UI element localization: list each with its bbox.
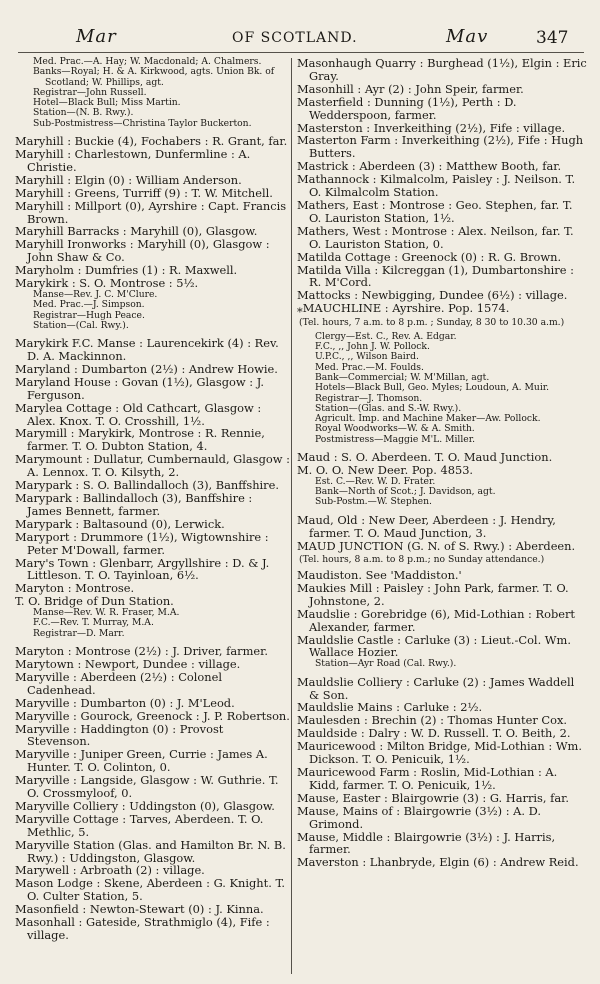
header-rule — [18, 52, 584, 53]
gazetteer-entry: Masonhall : Gateside, Strathmiglo (4), Fife : village. — [15, 915, 270, 942]
gazetteer-entry: Marywell : Arbroath (2) : village. — [15, 863, 205, 878]
sub-entry: F.C.—Rev. T. Murray, M.A. — [33, 617, 154, 629]
header-title: OF SCOTLAND. — [232, 30, 358, 46]
sub-entry: Sub-Postmistress—Christina Taylor Buckerton. — [33, 117, 252, 129]
gazetteer-entry: Mauldslie Mains : Carluke : 2½. — [297, 700, 483, 715]
gazetteer-entry: Maryville Colliery : Uddingston (0), Glasgow. — [15, 798, 275, 813]
gazetteer-entry: Maud : S. O. Aberdeen. T. O. Maud Junction. — [297, 449, 553, 464]
gazetteer-entry: Mathers, East : Montrose : Geo. Stephen, far. T. O. Lauriston Station, 1½. — [297, 197, 573, 225]
gazetteer-entry: Marymount : Dullatur, Cumbernauld, Glasgow : A. Lennox. T. O. Kilsyth, 2. — [15, 452, 290, 480]
sub-entry: U.P.C., ,, Wilson Baird. — [315, 351, 419, 363]
sub-entry: Med. Prac.—J. Simpson. — [33, 299, 145, 311]
gazetteer-entry: Maryville Station (Glas. and Hamilton Br. N. B. Rwy.) : Uddingston, Glasgow. — [15, 837, 286, 865]
sub-entry: Station—(N. B. Rwy.). — [33, 107, 134, 119]
gazetteer-entry: Maryland : Dumbarton (2½) : Andrew Howie. — [15, 361, 278, 376]
gazetteer-entry: Maryhill Barracks : Maryhill (0), Glasgow. — [15, 224, 258, 239]
gazetteer-entry: Maryhill : Elgin (0) : William Anderson. — [15, 172, 242, 187]
sub-entry: Bank—Commercial; W. M'Millan, agt. — [315, 371, 490, 383]
gazetteer-entry: Marylea Cottage : Old Cathcart, Glasgow : Alex. Knox. T. O. Crosshill, 1½. — [15, 400, 262, 428]
sub-entry: Agricult. Imp. and Machine Maker—Aw. Pollock. — [315, 413, 541, 425]
gazetteer-entry: Masterfield : Dunning (1½), Perth : D. Wedderspoon, farmer. — [297, 94, 517, 122]
sub-entry: Bank—North of Scot.; J. Davidson, agt. — [315, 486, 496, 498]
gazetteer-entry: Marytown : Newport, Dundee : village. — [15, 656, 241, 671]
gazetteer-entry: Matilda Cottage : Greenock (0) : R. G. Brown. — [297, 249, 562, 264]
right-column — [297, 57, 587, 869]
gazetteer-entry: Marykirk F.C. Manse : Laurencekirk (4) : Rev. D. A. Mackinnon. — [15, 336, 279, 364]
gazetteer-entry: Marypark : Ballindalloch (3), Banffshire : James Bennett, farmer. — [15, 491, 253, 518]
sub-entry: Manse—Rev. J. C. M'Clure. — [33, 288, 158, 300]
sub-entry: Postmistress—Maggie M'L. Miller. — [315, 433, 476, 445]
gazetteer-entry: Maryville : Juniper Green, Currie : James A. Hunter. T. O. Colinton, 0. — [15, 747, 268, 775]
gazetteer-entry: Mary's Town : Glenbarr, Argyllshire : D. & J. Littleson. T. O. Tayinloan, 6½. — [15, 555, 270, 583]
gazetteer-entry: M. O. O. New Deer. Pop. 4853. — [297, 462, 474, 477]
gazetteer-entry: Mauricewood : Milton Bridge, Mid-Lothian : Wm. Dickson. T. O. Penicuik, 1½. — [297, 739, 582, 767]
sub-entry: Sub-Postm.—W. Stephen. — [315, 496, 432, 508]
gazetteer-entry: Maryhill : Millport (0), Ayrshire : Capt. Francis Brown. — [15, 198, 287, 226]
gazetteer-entry: Maryholm : Dumfries (1) : R. Maxwell. — [15, 263, 238, 278]
gazetteer-entry: Maryville : Gourock, Greenock : J. P. Robertson. — [15, 708, 290, 723]
sub-entry: Registrar—D. Marr. — [33, 627, 125, 639]
sub-entry: Registrar—John Russell. — [33, 86, 147, 98]
gazetteer-entry: Marykirk : S. O. Montrose : 5½. — [15, 276, 199, 291]
gazetteer-entry: Maryhill : Charlestown, Dunfermline : A. Christie. — [15, 146, 251, 174]
gazetteer-entry: Mathannock : Kilmalcolm, Paisley : J. Neilson. T. O. Kilmalcolm Station. — [297, 172, 576, 200]
sub-entry: Hotel—Black Bull; Miss Martin. — [33, 97, 181, 109]
gazetteer-entry: Mason Lodge : Skene, Aberdeen : G. Knight. T. O. Culter Station, 5. — [15, 876, 286, 904]
gazetteer-entry: Mause, Middle : Blairgowrie (3½) : J. Harris, farmer. — [297, 829, 556, 857]
gazetteer-entry: Maryton : Montrose (2½) : J. Driver, farmer. — [15, 644, 268, 659]
gazetteer-entry: Maud, Old : New Deer, Aberdeen : J. Hendry, farmer. T. O. Maud Junction, 3. — [297, 512, 556, 540]
gazetteer-entry: Marypark : S. O. Ballindalloch (3), Banffshire. — [15, 478, 279, 493]
gazetteer-entry: Maudiston. See 'Maddiston.' — [297, 568, 462, 582]
gazetteer-entry: Maryville : Haddington (0) : Provost Stevenson. — [15, 721, 224, 749]
sub-entry: Registrar—Hugh Peace. — [33, 309, 145, 321]
gazetteer-entry: Maryhill Ironworks : Maryhill (0), Glasgow : John Shaw & Co. — [15, 237, 270, 265]
gazetteer-entry: Maryhill : Buckie (4), Fochabers : R. Grant, far. — [15, 134, 288, 149]
gazetteer-entry: Maudslie : Gorebridge (6), Mid-Lothian : Robert Alexander, farmer. — [297, 606, 575, 634]
gazetteer-entry: Mastrick : Aberdeen (3) : Matthew Booth, far. — [297, 159, 562, 174]
gazetteer-entry: Mattocks : Newbigging, Dundee (6½) : village. — [297, 288, 568, 303]
gazetteer-entry: Maryton : Montrose. — [15, 581, 135, 596]
gazetteer-entry: Mauricewood Farm : Roslin, Mid-Lothian : A. Kidd, farmer. T. O. Penicuik, 1½. — [297, 764, 558, 792]
header-right-word: Mav — [446, 26, 489, 47]
gazetteer-entry: Maulesden : Brechin (2) : Thomas Hunter Cox. — [297, 713, 568, 728]
gazetteer-entry: Maryport : Drummore (1½), Wigtownshire : Peter M'Dowall, farmer. — [15, 529, 269, 557]
sub-entry: Est. C.—Rev. W. D. Frater. — [315, 475, 436, 487]
sub-entry: F.C., ,, John J. W. Pollock. — [315, 341, 430, 353]
sub-entry: Royal Woodworks—W. & A. Smith. — [315, 423, 475, 435]
gazetteer-entry: Mause, Easter : Blairgowrie (3) : G. Harris, far. — [297, 790, 569, 805]
gazetteer-entry: Masonfield : Newton-Stewart (0) : J. Kinna. — [15, 902, 264, 917]
header-left-word: Mar — [76, 26, 117, 47]
gazetteer-entry: Maryhill : Greens, Turriff (9) : T. W. Mitchell. — [15, 185, 273, 200]
sub-entry: Station—(Cal. Rwy.). — [33, 319, 129, 331]
gazetteer-entry: Masterston : Inverkeithing (2½), Fife : village. — [297, 120, 566, 135]
gazetteer-entry: Maryville : Aberdeen (2½) : Colonel Cadenhead. — [15, 669, 223, 697]
sub-entry: Banks—Royal; H. & A. Kirkwood, agts. Union Bk. of Scotland; W. Phillips, agt. — [33, 66, 275, 88]
sub-entry: Med. Prac.—M. Foulds. — [315, 361, 424, 373]
gazetteer-entry: Masonhill : Ayr (2) : John Speir, farmer. — [297, 81, 524, 96]
page-header — [0, 0, 600, 56]
sub-entry: Clergy—Est. C., Rev. A. Edgar. — [315, 330, 457, 342]
gazetteer-entry: ⁎MAUCHLINE : Ayrshire. Pop. 1574. — [297, 301, 510, 316]
left-column — [15, 57, 290, 942]
gazetteer-entry: Mauldslie Colliery : Carluke (2) : James Waddell & Son. — [297, 674, 575, 702]
gazetteer-entry: Marymill : Marykirk, Montrose : R. Rennie, farmer. T. O. Dubton Station, 4. — [15, 426, 265, 454]
sub-entry: Station—(Glas. and S.-W. Rwy.). — [315, 402, 462, 414]
gazetteer-entry: Mathers, West : Montrose : Alex. Neilson, far. T. O. Lauriston Station, 0. — [297, 223, 574, 251]
telegraph-hours-note: (Tel. hours, 7 a.m. to 8 p.m. ; Sunday, 8 30 to 10.30 a.m.) — [299, 317, 565, 329]
sub-entry: Station—Ayr Road (Cal. Rwy.). — [315, 658, 457, 670]
gazetteer-entry: Mause, Mains of : Blairgowrie (3½) : A. D. Grimond. — [297, 803, 541, 831]
column-divider — [291, 58, 292, 974]
telegraph-hours-note: (Tel. hours, 8 a.m. to 8 p.m.; no Sunday attendance.) — [299, 554, 545, 566]
gazetteer-entry: Mauldslie Castle : Carluke (3) : Lieut.-Col. Wm. Wallace Hozier. — [297, 632, 571, 660]
gazetteer-entry: Maryland House : Govan (1½), Glasgow : J. Ferguson. — [15, 374, 265, 402]
gazetteer-entry: Mauldside : Dalry : W. D. Russell. T. O. Beith, 2. — [297, 726, 571, 741]
gazetteer-entry: Maverston : Lhanbryde, Elgin (6) : Andrew Reid. — [297, 855, 579, 870]
gazetteer-entry: Masonhaugh Quarry : Burghead (1½), Elgin : Eric Gray. — [297, 56, 587, 83]
gazetteer-entry: Maryville : Langside, Glasgow : W. Guthrie. T. O. Crossmyloof, 0. — [15, 773, 279, 801]
gazetteer-entry: T. O. Bridge of Dun Station. — [15, 594, 174, 609]
gazetteer-entry: Maukies Mill : Paisley : John Park, farmer. T. O. Johnstone, 2. — [297, 580, 569, 608]
gazetteer-entry: Maryville Cottage : Tarves, Aberdeen. T. O. Methlic, 5. — [15, 811, 264, 839]
sub-entry: Manse—Rev. W. R. Fraser, M.A. — [33, 607, 180, 619]
page-number: 347 — [536, 28, 569, 48]
gazetteer-entry: MAUD JUNCTION (G. N. of S. Rwy.) : Aberdeen. — [297, 538, 576, 553]
sub-entry: Med. Prac.—A. Hay; W. Macdonald; A. Chalmers. — [33, 56, 262, 67]
gazetteer-entry: Matilda Villa : Kilcreggan (1), Dumbartonshire : R. M'Cord. — [297, 262, 574, 290]
gazetteer-entry: Masterton Farm : Inverkeithing (2½), Fife : Hugh Butters. — [297, 133, 584, 161]
sub-entry: Hotels—Black Bull, Geo. Myles; Loudoun, A. Muir. — [315, 382, 550, 394]
sub-entry: Registrar—J. Thomson. — [315, 392, 423, 404]
gazetteer-entry: Maryville : Dumbarton (0) : J. M'Leod. — [15, 695, 235, 710]
gazetteer-entry: Marypark : Baltasound (0), Lerwick. — [15, 516, 225, 531]
